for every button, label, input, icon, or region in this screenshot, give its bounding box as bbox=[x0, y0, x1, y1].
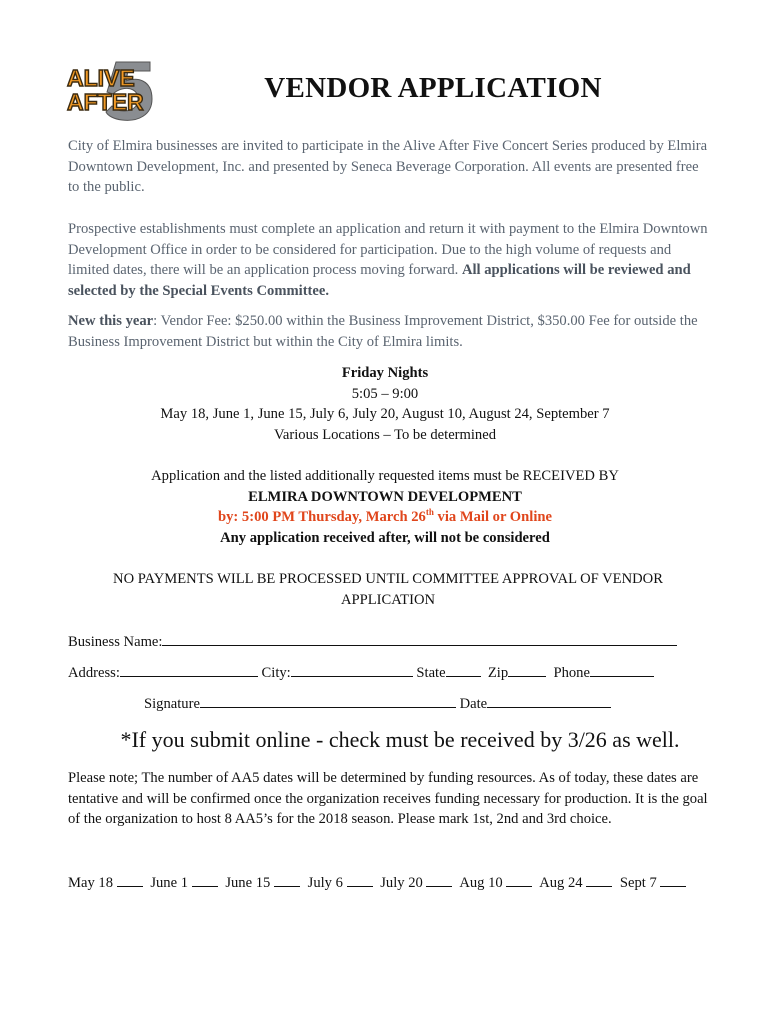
choice-july-6: July 6 bbox=[308, 875, 373, 891]
state-field[interactable] bbox=[446, 662, 481, 677]
choice-aug-24: Aug 24 bbox=[539, 875, 612, 891]
intro-paragraph: City of Elmira businesses are invited to participate in the Alive After Five Concert Series produced by Elmira Downtown Development, Inc. and presented by Seneca Beverage Corporation. All events are presented free to the public. bbox=[68, 138, 708, 196]
logo-alive-text: ALIVE bbox=[67, 65, 135, 91]
prospective-paragraph bbox=[68, 219, 708, 301]
friday-nights-time: 5:05 – 9:00 bbox=[351, 385, 419, 402]
prospective-text: Prospective establishments must complete an application and return it with payment to the Elmira Downtown Development Office in order to be considered for participation. Due to the high volume of requests and limited dates, there will be an application process moving forward. bbox=[68, 221, 708, 279]
deadline-date: by: 5:00 PM Thursday, March 26th via Mail or Online bbox=[218, 507, 552, 526]
choice-sept-7: Sept 7 bbox=[620, 875, 687, 891]
page-title: VENDOR APPLICATION bbox=[264, 72, 602, 104]
choice-june-1: June 1 bbox=[150, 875, 217, 891]
date-choices-row bbox=[68, 872, 690, 892]
zip-label: Zip bbox=[487, 665, 509, 681]
signature-field[interactable] bbox=[200, 693, 456, 708]
committee-statement: All applications will be reviewed and selected by the Special Events Committee. bbox=[68, 262, 691, 299]
friday-nights-block bbox=[0, 363, 770, 445]
phone-field[interactable] bbox=[590, 662, 654, 677]
choice-blank[interactable] bbox=[586, 872, 612, 887]
choice-aug-10: Aug 10 bbox=[459, 875, 532, 891]
deadline-warning: Any application received after, will not be considered bbox=[220, 529, 550, 546]
choice-blank[interactable] bbox=[274, 872, 300, 887]
choice-may-18: May 18 bbox=[68, 875, 143, 891]
signature-row bbox=[144, 693, 611, 714]
vendor-fee-text: : Vendor Fee: $250.00 within the Business Improvement District, $350.00 Fee for outside the Business Improvement District but within the City of Elmira limits. bbox=[68, 313, 698, 350]
please-note-paragraph: Please note; The number of AA5 dates will be determined by funding resources. As of today, these dates are tentative and will be confirmed once the organization receives funding necessary for production. It is the goal of the organization to host 8 AA5’s for the 2018 season. Please mark 1st, 2nd and 3rd choice. bbox=[68, 770, 708, 828]
new-this-year-label: New this year bbox=[68, 313, 154, 329]
deadline-org: ELMIRA DOWNTOWN DEVELOPMENT bbox=[248, 488, 522, 505]
choice-blank[interactable] bbox=[660, 872, 686, 887]
deadline-line1: Application and the listed additionally requested items must be RECEIVED BY bbox=[151, 468, 619, 484]
business-name-label: Business Name: bbox=[68, 634, 163, 650]
logo-after-text: AFTER bbox=[67, 89, 144, 115]
signature-label: Signature bbox=[144, 696, 200, 712]
address-field[interactable] bbox=[120, 662, 258, 677]
choice-june-15: June 15 bbox=[225, 875, 300, 891]
zip-field[interactable] bbox=[508, 662, 546, 677]
date-field[interactable] bbox=[487, 693, 611, 708]
choice-july-20: July 20 bbox=[380, 875, 452, 891]
date-label: Date bbox=[459, 696, 488, 712]
choice-blank[interactable] bbox=[117, 872, 143, 887]
phone-label: Phone bbox=[553, 665, 590, 681]
friday-nights-locations: Various Locations – To be determined bbox=[273, 426, 497, 443]
vendor-fee-paragraph bbox=[68, 311, 708, 352]
online-submission-note: *If you submit online - check must be received by 3/26 as well. bbox=[120, 727, 680, 752]
choice-blank[interactable] bbox=[192, 872, 218, 887]
address-label: Address: bbox=[68, 665, 120, 681]
no-payments-notice: NO PAYMENTS WILL BE PROCESSED UNTIL COMMITTEE APPROVAL OF VENDOR APPLICATION bbox=[113, 571, 663, 608]
business-name-field[interactable] bbox=[162, 631, 677, 646]
city-label: City: bbox=[261, 665, 291, 681]
state-label: State bbox=[416, 665, 446, 681]
business-name-row bbox=[68, 631, 677, 652]
choice-blank[interactable] bbox=[426, 872, 452, 887]
choice-blank[interactable] bbox=[506, 872, 532, 887]
deadline-block bbox=[0, 466, 770, 548]
friday-nights-heading: Friday Nights bbox=[341, 365, 429, 381]
address-row bbox=[68, 662, 654, 683]
city-field[interactable] bbox=[291, 662, 413, 677]
choice-blank[interactable] bbox=[347, 872, 373, 887]
friday-nights-dates: May 18, June 1, June 15, July 6, July 20, August 10, August 24, September 7 bbox=[160, 406, 610, 423]
